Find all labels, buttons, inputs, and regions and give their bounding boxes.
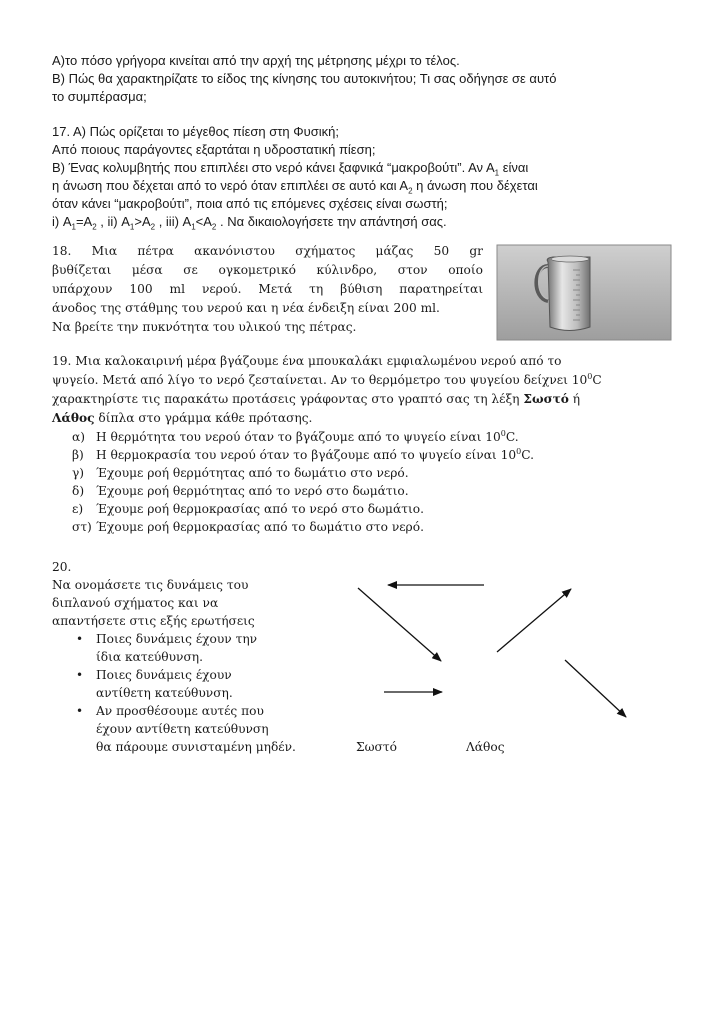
q20-bullet-3-line-2: έχουν αντίθετη κατεύθυνση [96, 722, 269, 736]
q19-item-marker: β) [72, 448, 84, 462]
q17-line-2: Από ποιους παράγοντες εξαρτάται η υδροστατική πίεση; [52, 142, 376, 157]
q17-sub: 1 [494, 168, 500, 178]
q19-item-marker: γ) [72, 466, 85, 480]
q19-word-wrong: Λάθος [52, 411, 95, 425]
q17-line-3-text: Β) Ένας κολυμβητής που επιπλέει στο νερό κάνει ξαφνικά “μακροβούτι”. Αν Α [52, 160, 495, 175]
q19-line-3-end: ή [568, 392, 581, 406]
q17-sub: 2 [211, 222, 217, 232]
q20-line-2: διπλανού σχήματος και να [52, 596, 219, 610]
force-arrow-up-right [497, 589, 571, 652]
q20-bullet-1-line-1: Ποιες δυνάμεις έχουν την [96, 632, 258, 646]
q17-opt-text: . Να δικαιολογήσετε την απάντησή σας. [216, 214, 447, 229]
q20-bullet-dot: • [76, 632, 84, 646]
q19-item-text: Έχουμε ροή θερμότητας από το νερό στο δωμάτιο. [96, 484, 409, 498]
q19-item-text: Η θερμότητα του νερού όταν το βγάζουμε από το ψυγείο είναι 10 [96, 430, 501, 444]
q19-item-text: Η θερμοκρασία του νερού όταν το βγάζουμε από το ψυγείο είναι 10 [96, 448, 517, 462]
q18-line-1: 18. Μια πέτρα ακανόνιστου σχήματος μάζας 50 gr [52, 244, 483, 258]
q17-sub: 1 [71, 222, 76, 232]
q19-item-a [72, 428, 519, 446]
q17-line-6 [52, 213, 447, 231]
q19-item-text: Έχουμε ροή θερμοκρασίας από το νερό στο δωμάτιο. [96, 502, 424, 516]
q17-opt-text: i) Α [52, 214, 72, 229]
q17-line-4 [52, 177, 538, 195]
q19-line-2-text: ψυγείο. Μετά από λίγο το νερό ζεσταίνεται. Αν το θερμόμετρο του ψυγείου δείχνει 10 [52, 373, 588, 387]
q20-bullet-3-line-1: Αν προσθέσουμε αυτές που [96, 704, 264, 718]
force-arrow-down-right-a [358, 588, 441, 661]
q20-line-1: Να ονομάσετε τις δυνάμεις του [52, 578, 249, 592]
q20-bullet-dot: • [76, 704, 84, 718]
q18-line-4: άνοδος της στάθμης του νερού και η νέα ένδειξη είναι 200 ml. [52, 301, 440, 315]
q17-line-3-end: είναι [499, 160, 529, 175]
q17-sub: 2 [150, 222, 156, 232]
q19-line-4-text: δίπλα στο γράμμα κάθε πρότασης. [94, 411, 313, 425]
q19-line-3 [52, 390, 580, 408]
q19-unit: C. [521, 448, 534, 462]
q20-bullet-dot: • [76, 668, 84, 682]
q17-line-5: όταν κάνει “μακροβούτι”, ποια από τις επόμενες σχέσεις είναι σωστή; [52, 196, 448, 211]
q19-item-marker: στ) [72, 520, 92, 534]
q19-unit: C [592, 373, 602, 387]
q20-answer-wrong: Λάθος [466, 740, 505, 754]
q20-answer-correct: Σωστό [356, 740, 397, 754]
q19-degree: 0 [500, 428, 506, 438]
q19-item-e [72, 500, 424, 518]
intro-line-2: Β) Πώς θα χαρακτηρίζατε το είδος της κίνησης του αυτοκινήτου; Τι σας οδήγησε σε αυτό [52, 71, 557, 86]
q19-item-d [72, 482, 409, 500]
intro-line-3: το συμπέρασμα; [52, 89, 147, 104]
q19-item-b [72, 446, 534, 464]
q17-opt-text: =Α [75, 214, 93, 229]
q18-line-2: βυθίζεται μέσα σε ογκομετρικό κύλινδρο, στον οποίο [52, 263, 483, 277]
q17-sub: 2 [92, 222, 97, 232]
q20-bullet-2-line-2: αντίθετη κατεύθυνση. [96, 686, 233, 700]
q17-opt-text: >Α [134, 214, 151, 229]
q19-unit: C. [505, 430, 519, 444]
q17-line-1: 17. Α) Πώς ορίζεται το μέγεθος πίεση στη Φυσική; [52, 124, 339, 139]
q19-degree: 0 [587, 371, 593, 381]
q19-item-text: Έχουμε ροή θερμοκρασίας από το δωμάτιο στο νερό. [96, 520, 424, 534]
q17-sub: 1 [129, 222, 135, 232]
q17-opt-text: , ii) Α [96, 214, 130, 229]
q19-degree: 0 [516, 446, 522, 456]
q20-bullet-1-line-2: ίδια κατεύθυνση. [96, 650, 203, 664]
q19-item-marker: ε) [72, 502, 84, 516]
force-arrow-down-right-b [565, 660, 626, 717]
q19-item-f [72, 518, 424, 536]
q19-line-2 [52, 371, 602, 389]
q19-item-marker: δ) [72, 484, 85, 498]
q19-item-c [72, 464, 409, 482]
q17-line-4-end: η άνωση που δέχεται [412, 178, 538, 193]
q17-line-4-text: η άνωση που δέχεται από το νερό όταν επιπλέει σε αυτό και Α [52, 178, 409, 193]
q20-number: 20. [52, 560, 72, 574]
q19-item-text: Έχουμε ροή θερμότητας από το δωμάτιο στο νερό. [96, 466, 409, 480]
q17-opt-text: <Α [195, 214, 212, 229]
q19-line-3-text: χαρακτηρίστε τις παρακάτω προτάσεις γράφοντας στο γραπτό σας τη λέξη [52, 392, 524, 406]
q17-line-3 [52, 159, 528, 177]
q20-line-3: απαντήσετε στις εξής ερωτήσεις [52, 614, 255, 628]
q19-line-4 [52, 409, 312, 427]
intro-line-1: Α)το πόσο γρήγορα κινείται από την αρχή της μέτρησης μέχρι το τέλος. [52, 53, 460, 68]
q20-bullet-2-line-1: Ποιες δυνάμεις έχουν [96, 668, 232, 682]
measuring-beaker-icon [497, 245, 671, 340]
q18-line-3: υπάρχουν 100 ml νερού. Μετά τη βύθιση παρατηρείται [52, 282, 483, 296]
q19-line-1: 19. Μια καλοκαιρινή μέρα βγάζουμε ένα μπουκαλάκι εμφιαλωμένου νερού από το [52, 354, 562, 368]
q18-line-5: Να βρείτε την πυκνότητα του υλικού της πέτρας. [52, 320, 357, 334]
q17-opt-text: , iii) Α [155, 214, 192, 229]
q20-bullet-3-line-3: θα πάρουμε συνισταμένη μηδέν. [96, 740, 296, 754]
q17-sub: 1 [191, 222, 196, 232]
q17-sub: 2 [408, 186, 413, 196]
q19-word-correct: Σωστό [523, 392, 569, 406]
q19-item-marker: α) [72, 430, 85, 444]
